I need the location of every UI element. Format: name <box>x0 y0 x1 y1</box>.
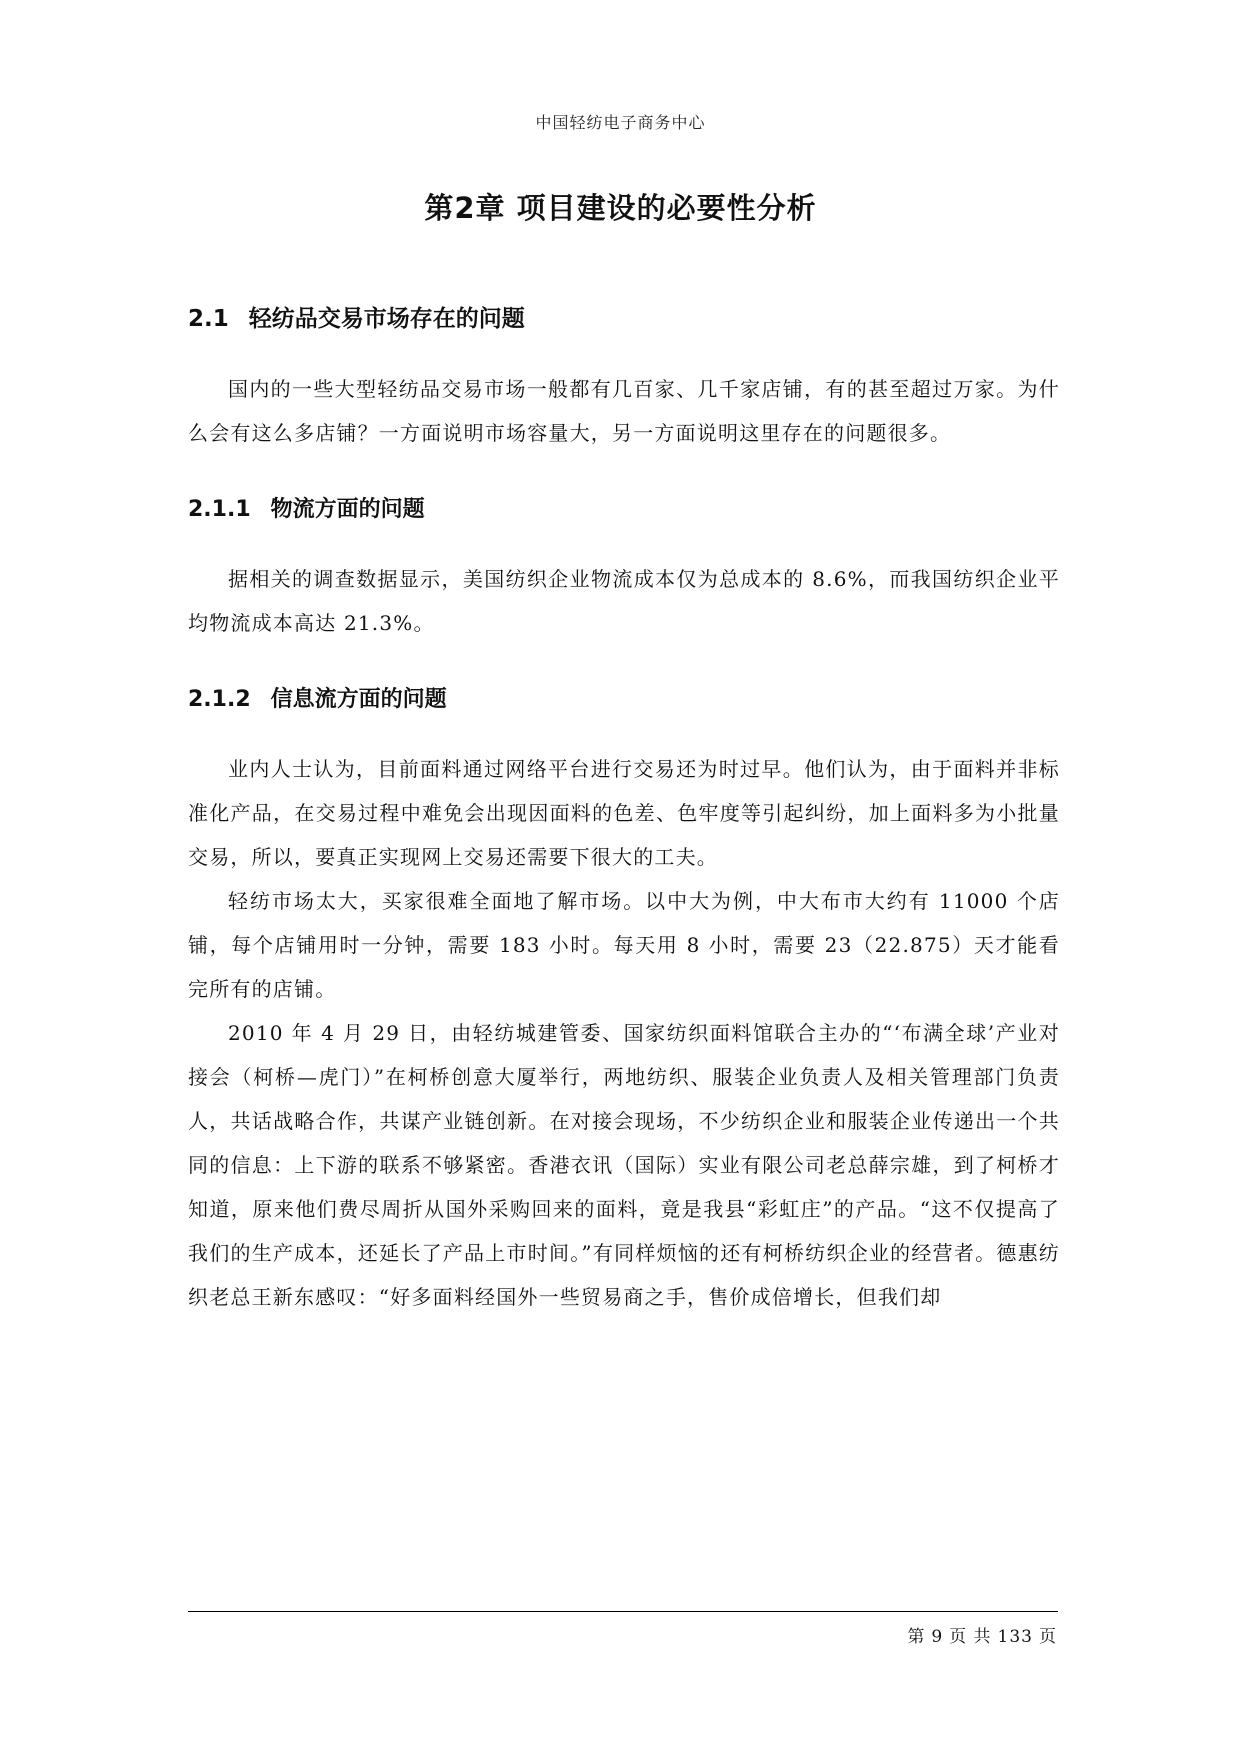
page-number-middle: 页 共 <box>949 1627 992 1647</box>
paragraph: 业内人士认为，目前面料通过网络平台进行交易还为时过早。他们认为，由于面料并非标准化产品，在交易过程中难免会出现因面料的色差、色牢度等引起纠纷，加上面料多为小批量交易，所以，要真正实现网上交易还需要下很大的工夫。 <box>188 757 1060 869</box>
current-page: 9 <box>931 1627 944 1647</box>
page-number-suffix: 页 <box>1039 1627 1057 1647</box>
footer-divider <box>188 1611 1058 1612</box>
page-number <box>904 1622 1060 1647</box>
paragraph: 2010 年 4 月 29 日，由轻纺城建管委、国家纺织面料馆联合主办的“‘布满全球’产业对接会（柯桥—虎门）”在柯桥创意大厦举行，两地纺织、服装企业负责人及相关管理部门负责人，共话战略合作，共谋产业链创新。在对接会现场，不少纺织企业和服装企业传递出一个共同的信息：上下游的联系不够紧密。香港衣讯（国际）实业有限公司老总薛宗雄，到了柯桥才知道，原来他们费尽周折从国外采购回来的面料，竟是我县“彩虹庄”的产品。“这不仅提高了我们的生产成本，还延长了产品上市时间。”有同样烦恼的还有柯桥纺织企业的经营者。德惠纺织老总王新东感叹：“好多面料经国外一些贸易商之手，售价成倍增长，但我们却 <box>188 1021 1060 1309</box>
section-heading-2-1-1 <box>188 492 1060 523</box>
section-number: 2.1.1 <box>188 497 251 522</box>
total-pages: 133 <box>997 1627 1033 1647</box>
section-number: 2.1 <box>188 306 229 332</box>
running-header: 中国轻纺电子商务中心 <box>535 113 706 132</box>
page-content <box>188 300 1060 1319</box>
section-title: 轻纺品交易市场存在的问题 <box>248 306 525 332</box>
section-heading-2-1 <box>188 300 1060 333</box>
paragraph: 据相关的调查数据显示，美国纺织企业物流成本仅为总成本的 8.6%，而我国纺织企业平均物流成本高达 21.3%。 <box>188 567 1060 635</box>
section-title: 信息流方面的问题 <box>270 687 447 712</box>
section-heading-2-1-2 <box>188 682 1060 713</box>
chapter-title: 第2章 项目建设的必要性分析 <box>424 191 817 225</box>
paragraph: 轻纺市场太大，买家很难全面地了解市场。以中大为例，中大布市大约有 11000 个店铺，每个店铺用时一分钟，需要 183 小时。每天用 8 小时，需要 23（22.875）天才能看完所有的店铺。 <box>188 889 1060 1001</box>
section-number: 2.1.2 <box>188 687 251 712</box>
paragraph: 国内的一些大型轻纺品交易市场一般都有几百家、几千家店铺，有的甚至超过万家。为什么会有这么多店铺？一方面说明市场容量大，另一方面说明这里存在的问题很多。 <box>188 377 1060 445</box>
section-title: 物流方面的问题 <box>270 497 425 522</box>
page-number-prefix: 第 <box>907 1627 926 1647</box>
